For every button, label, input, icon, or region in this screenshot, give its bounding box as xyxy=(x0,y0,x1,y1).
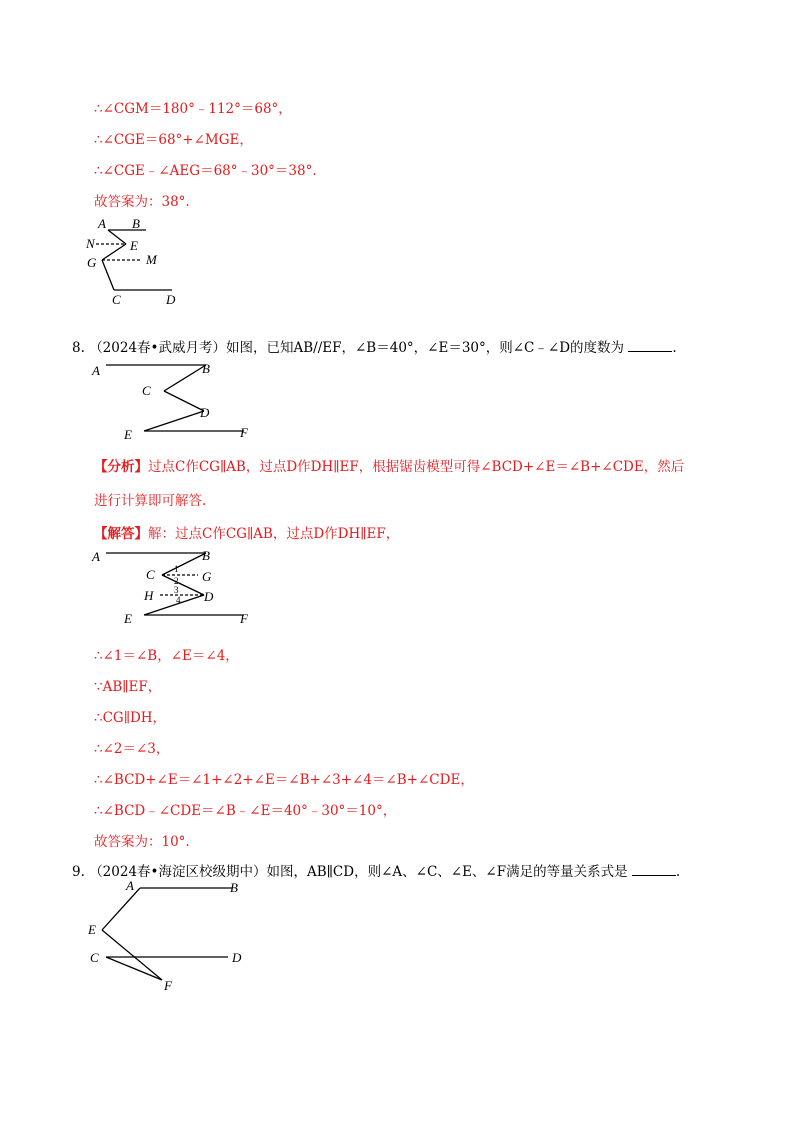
q8-label-e: E xyxy=(124,427,132,442)
q8-solution-intro: 解：过点C作CG∥AB，过点D作DH∥EF， xyxy=(148,526,400,542)
prev-label-n: N xyxy=(86,236,95,251)
q8s-label-d: D xyxy=(204,589,214,604)
q8-step-4: ∴∠2＝∠3， xyxy=(94,741,170,757)
q8-step-6: ∴∠BCD﹣∠CDE＝∠B﹣∠E＝40°﹣30°＝10°， xyxy=(94,803,397,819)
q9-label-f: F xyxy=(164,978,172,993)
prev-step-3: ∴∠CGE﹣∠AEG＝68°﹣30°＝38°. xyxy=(94,163,317,179)
q8s-label-g: G xyxy=(202,569,212,584)
q9-question-end: . xyxy=(675,864,681,880)
q8s-angle-2: 2 xyxy=(174,576,179,586)
q8-step-1: ∴∠1＝∠B，∠E＝∠4， xyxy=(94,648,239,664)
q8-analysis-line-1: 过点C作CG∥AB，过点D作DH∥EF，根据锯齿模型可得∠BCD+∠E＝∠B+∠CDE，然后 xyxy=(148,459,685,475)
q9-label-d: D xyxy=(232,950,242,965)
q8-answer: 故答案为：10°. xyxy=(94,834,190,850)
prev-label-d: D xyxy=(166,292,176,307)
q8-label-d: D xyxy=(200,405,210,420)
prev-label-m: M xyxy=(146,252,157,267)
q8-analysis xyxy=(94,458,684,476)
q8s-label-c: C xyxy=(146,567,155,582)
q9-label-a: A xyxy=(126,878,134,893)
q8-solution xyxy=(94,525,399,543)
q8-question xyxy=(72,337,677,357)
q8-analysis-tag: 【分析】 xyxy=(94,459,148,475)
q8-answer-blank[interactable] xyxy=(628,337,672,352)
q8s-label-h: H xyxy=(144,588,154,603)
q8s-label-f: F xyxy=(240,611,248,626)
q9-number: 9. xyxy=(72,864,85,880)
q8-number: 8. xyxy=(72,340,85,356)
q9-figure xyxy=(86,878,256,996)
prev-figure xyxy=(84,212,194,308)
q9-label-e: E xyxy=(88,922,96,937)
prev-label-b: B xyxy=(132,216,140,231)
prev-label-a: A xyxy=(98,216,106,231)
q8s-label-e: E xyxy=(124,611,132,626)
q9-label-c: C xyxy=(90,950,99,965)
q8s-angle-1: 1 xyxy=(174,564,179,574)
q9-answer-blank[interactable] xyxy=(632,861,676,876)
prev-label-e: E xyxy=(130,238,138,253)
prev-answer: 故答案为：38°. xyxy=(94,194,190,210)
q9-label-b: B xyxy=(230,880,238,895)
q8-question-text: （2024春•武威月考）如图，已知AB//EF，∠B＝40°，∠E＝30°，则∠C﹣∠D的度数为 xyxy=(89,340,625,356)
q8-step-5: ∴∠BCD+∠E＝∠1+∠2+∠E＝∠B+∠3+∠4＝∠B+∠CDE， xyxy=(94,772,474,788)
prev-label-c: C xyxy=(112,292,121,307)
q8-step-3: ∴CG∥DH， xyxy=(94,710,167,726)
q8-analysis-line-2: 进行计算即可解答. xyxy=(94,493,207,509)
q8-label-c: C xyxy=(142,383,151,398)
q8s-angle-4: 4 xyxy=(176,595,181,605)
q8s-angle-3: 3 xyxy=(174,585,179,595)
q8-solution-tag: 【解答】 xyxy=(94,526,148,542)
q8-solution-figure xyxy=(86,543,266,629)
q8-step-2: ∵AB∥EF， xyxy=(94,679,162,695)
prev-step-2: ∴∠CGE＝68°+∠MGE， xyxy=(94,132,253,148)
prev-label-g: G xyxy=(87,255,97,270)
q8-question-end: . xyxy=(672,340,677,356)
q8-label-b: B xyxy=(202,361,210,376)
q8-figure xyxy=(86,355,266,445)
q8s-label-b: B xyxy=(202,548,210,563)
q8-label-a: A xyxy=(92,363,100,378)
q9-question-text: （2024春•海淀区校级期中）如图，AB∥CD，则∠A、∠C、∠E、∠F满足的等量关系式是 xyxy=(89,864,628,880)
prev-step-1: ∴∠CGM＝180°﹣112°＝68°， xyxy=(94,101,292,117)
q8s-label-a: A xyxy=(92,549,100,564)
q8-label-f: F xyxy=(240,425,248,440)
